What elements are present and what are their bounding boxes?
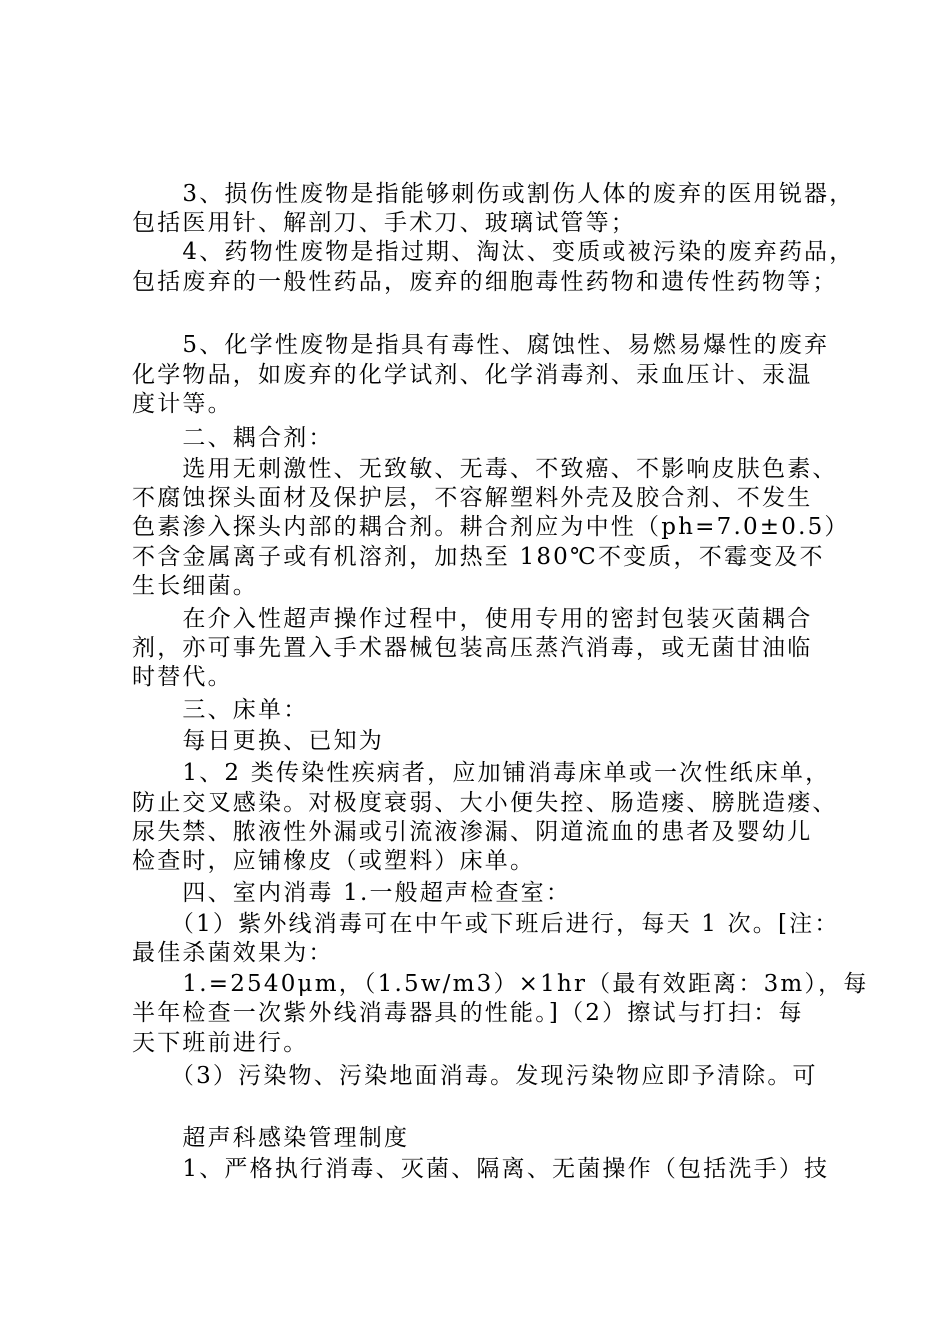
text-line: 尿失禁、脓液性外漏或引流液渗漏、阴道流血的患者及婴幼儿 — [132, 819, 813, 845]
text-line: 4、药物性废物是指过期、淘汰、变质或被污染的废弃药品， — [132, 239, 855, 265]
text-line: 3、损伤性废物是指能够刺伤或割伤人体的废弃的医用锐器， — [132, 181, 855, 207]
text-line: （3）污染物、污染地面消毒。发现污染物应即予清除。可 — [132, 1063, 818, 1089]
text-line: 天下班前进行。 — [132, 1030, 309, 1056]
text-line: 防止交叉感染。对极度衰弱、大小便失控、肠造瘘、膀胱造瘘、 — [132, 790, 838, 816]
document-title: 超声科感染管理制度 — [132, 1125, 410, 1151]
text-line: 在介入性超声操作过程中，使用专用的密封包装灭菌耦合 — [132, 606, 813, 632]
text-line: 不腐蚀探头面材及保护层，不容解塑料外壳及胶合剂、不发生 — [132, 485, 813, 511]
text-line: 检查时，应铺橡皮（或塑料）床单。 — [132, 848, 536, 874]
text-line: 每日更换、已知为 — [132, 728, 384, 754]
text-line: 半年检查一次紫外线消毒器具的性能。]（2）擦试与打扫：每 — [132, 1000, 804, 1026]
text-line: 1、严格执行消毒、灭菌、隔离、无菌操作（包括洗手）技 — [132, 1156, 830, 1182]
text-line: （1）紫外线消毒可在中午或下班后进行，每天 1 次。[注： — [132, 911, 840, 937]
text-line: 选用无刺激性、无致敏、无毒、不致癌、不影响皮肤色素、 — [132, 456, 838, 482]
text-line: 1.=2540μm，（1.5w/m3）×1hr（最有效距离：3m），每 — [132, 971, 869, 997]
text-line: 1、2 类传染性疾病者，应加铺消毒床单或一次性纸床单， — [132, 760, 831, 786]
text-line: 包括废弃的一般性药品，废弃的细胞毒性药物和遗传性药物等； — [132, 269, 838, 295]
section-heading: 三、床单： — [132, 697, 309, 723]
text-line: 剂，亦可事先置入手术器械包装高压蒸汽消毒，或无菌甘油临 — [132, 635, 813, 661]
section-heading: 四、室内消毒 1.一般超声检查室： — [132, 880, 572, 906]
text-line: 不含金属离子或有机溶剂，加热至 180℃不变质，不霉变及不 — [132, 544, 825, 570]
text-line: 包括医用针、解剖刀、手术刀、玻璃试管等； — [132, 210, 636, 236]
text-line: 最佳杀菌效果为： — [132, 940, 334, 966]
text-line: 时替代。 — [132, 664, 233, 690]
text-line: 化学物品，如废弃的化学试剂、化学消毒剂、汞血压计、汞温 — [132, 362, 813, 388]
text-line: 生长细菌。 — [132, 573, 258, 599]
section-heading: 二、耦合剂： — [132, 425, 334, 451]
text-line: 色素渗入探头内部的耦合剂。耕合剂应为中性（ph=7.0±0.5） — [132, 514, 850, 540]
text-line: 度计等。 — [132, 391, 233, 417]
text-line: 5、化学性废物是指具有毒性、腐蚀性、易燃易爆性的废弃 — [132, 332, 830, 358]
